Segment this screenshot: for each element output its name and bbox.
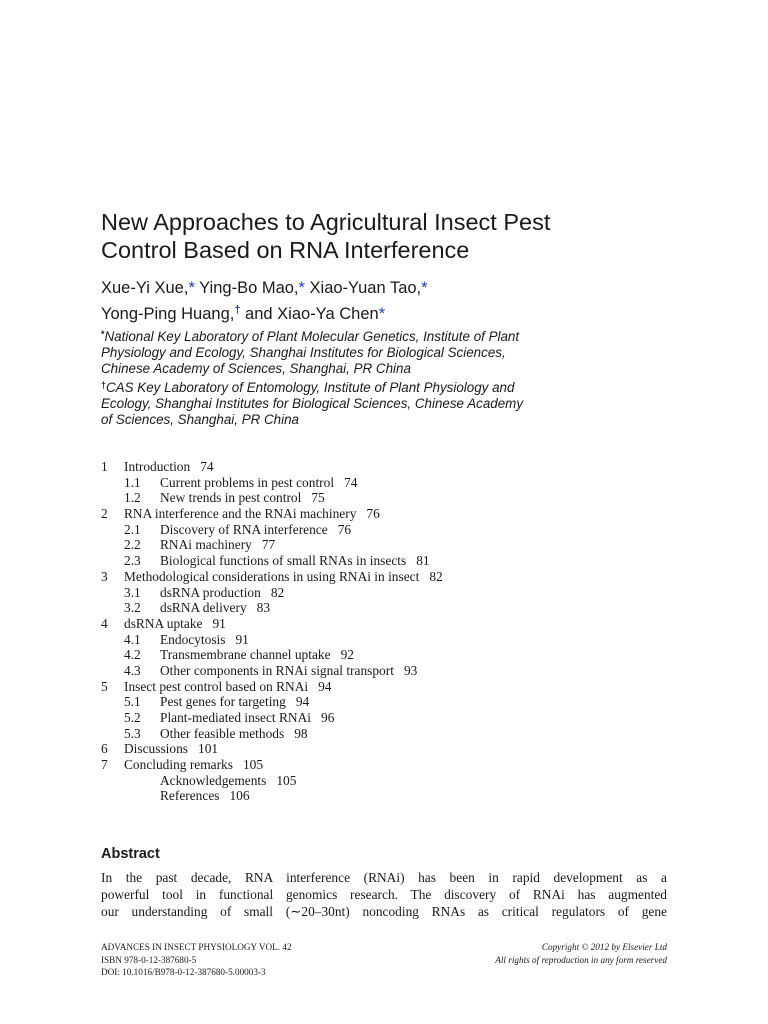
toc-entry[interactable] — [101, 522, 667, 538]
toc-entry-title — [160, 773, 296, 789]
toc-entry-title — [160, 585, 284, 601]
toc-entry-page: 92 — [340, 647, 354, 663]
toc-entry[interactable] — [101, 788, 667, 804]
toc-entry-label: Pest genes for targeting — [160, 694, 286, 710]
toc-entry-number: 2.2 — [124, 537, 141, 553]
toc-entry-title — [124, 569, 443, 585]
toc-entry[interactable] — [101, 475, 667, 491]
toc-entry-number: 3.2 — [124, 600, 141, 616]
authors-line-1 — [101, 277, 667, 299]
toc-entry-title — [124, 741, 218, 757]
toc-entry-page: 94 — [295, 694, 310, 710]
toc-entry-number: 2.1 — [124, 521, 141, 537]
footer-left — [101, 941, 292, 979]
footer-right — [495, 941, 667, 966]
author-tao: Xiao-Yuan Tao, — [304, 279, 422, 297]
affiliations — [101, 326, 667, 428]
toc-entry-page: 105 — [276, 772, 297, 788]
toc-entry-label: Current problems in pest control — [160, 474, 335, 490]
toc-entry-label: dsRNA uptake — [124, 615, 203, 631]
toc-entry-page: 74 — [200, 459, 214, 474]
toc-entry-label: Concluding remarks — [124, 757, 233, 773]
toc-entry-title — [124, 506, 380, 522]
copyright: Copyright © 2012 by Elsevier Ltd — [541, 942, 667, 952]
toc-entry-number: 2.3 — [124, 553, 141, 569]
star-mark[interactable]: * — [421, 279, 428, 297]
toc-entry[interactable] — [101, 679, 667, 695]
toc-entry-number: 3 — [101, 568, 108, 584]
toc-entry-label: Insect pest control based on RNAi — [124, 678, 309, 694]
affiliation-2-line: †CAS Key Laboratory of Entomology, Institute of Plant Physiology and — [101, 380, 515, 395]
author-xue: Xue-Yi Xue, — [101, 279, 189, 297]
toc-entry-label: RNA interference and the RNAi machinery — [124, 506, 357, 522]
toc-entry[interactable] — [101, 569, 667, 585]
toc-entry[interactable] — [101, 616, 667, 632]
title-line-2: Control Based on RNA Interference — [101, 237, 470, 263]
toc-entry-page: 76 — [337, 521, 352, 537]
star-mark: * — [101, 329, 105, 339]
toc-entry-title — [160, 522, 351, 538]
toc-entry-number: 5.3 — [124, 725, 141, 741]
dagger-mark: † — [101, 380, 107, 390]
toc-entry-title — [160, 694, 309, 710]
toc-entry-title — [124, 616, 226, 632]
toc-entry-number: 7 — [101, 757, 108, 773]
affiliation-1-line: Chinese Academy of Sciences, Shanghai, PR China — [101, 361, 411, 376]
toc-entry-number: 1.1 — [124, 474, 141, 490]
toc-entry-title — [160, 490, 325, 506]
toc-entry[interactable] — [101, 710, 667, 726]
toc-entry[interactable] — [101, 490, 667, 506]
toc-entry-title — [160, 537, 275, 553]
toc-entry[interactable] — [101, 726, 667, 742]
journal-info: ADVANCES IN INSECT PHYSIOLOGY VOL. 42 — [101, 942, 292, 952]
toc-entry-page: 74 — [344, 474, 358, 490]
toc-entry[interactable] — [101, 537, 667, 553]
toc-entry-label: Biological functions of small RNAs in insects — [160, 553, 407, 569]
toc-entry[interactable] — [101, 773, 667, 789]
doi[interactable]: DOI: 10.1016/B978-0-12-387680-5.00003-3 — [101, 967, 266, 977]
rights-notice: All rights of reproduction in any form reserved — [495, 954, 667, 965]
author-mao: Ying-Bo Mao, — [194, 279, 299, 297]
toc-entry-page: 98 — [294, 725, 308, 741]
toc-entry-label: Other components in RNAi signal transport — [160, 662, 394, 678]
toc-entry-page: 106 — [229, 788, 250, 804]
toc-entry-label: dsRNA production — [160, 584, 261, 600]
toc-entry-label: Methodological considerations in using RNAi in insect — [124, 568, 420, 584]
toc-entry-page: 76 — [366, 506, 380, 522]
toc-entry-number: 3.1 — [124, 584, 141, 600]
authors-line-2 — [101, 299, 667, 325]
abstract-line: powerful tool in functional genomics research. The discovery of RNAi has augmented — [101, 887, 667, 902]
paper-title — [101, 208, 667, 264]
toc-entry-title — [160, 632, 249, 648]
toc-entry-label: dsRNA delivery — [160, 600, 247, 616]
toc-entry[interactable] — [101, 741, 667, 757]
abstract-line: In the past decade, RNA interference (RNAi) has been in rapid development as a — [101, 870, 667, 885]
toc-entry[interactable] — [101, 506, 667, 522]
author-list — [101, 277, 667, 325]
toc-entry[interactable] — [101, 585, 667, 601]
toc-entry-label: Other feasible methods — [160, 725, 285, 741]
toc-entry-page: 81 — [416, 553, 430, 569]
toc-entry-label: Endocytosis — [160, 631, 226, 647]
toc-entry-page: 105 — [242, 757, 264, 773]
toc-entry-label: RNAi machinery — [160, 537, 252, 553]
isbn: ISBN 978-0-12-387680-5 — [101, 954, 197, 965]
toc-entry-number: 6 — [101, 741, 108, 757]
toc-entry[interactable] — [101, 553, 667, 569]
toc-entry-title — [160, 600, 270, 616]
toc-entry-title — [124, 679, 331, 695]
toc-entry-label: Introduction — [124, 459, 191, 474]
toc-entry-number: 2 — [101, 506, 108, 522]
toc-entry-number: 4 — [101, 615, 108, 631]
toc-entry-number: 4.2 — [124, 647, 141, 663]
toc-entry-number: 4.3 — [124, 662, 141, 678]
toc-entry-number: 1 — [101, 459, 108, 474]
toc-entry-page: 91 — [212, 615, 226, 631]
star-mark[interactable]: * — [188, 279, 195, 297]
toc-entry[interactable] — [101, 663, 667, 679]
toc-entry-page: 96 — [321, 710, 335, 725]
affiliation-2-line: of Sciences, Shanghai, PR China — [101, 412, 300, 427]
author-chen: and Xiao-Ya Chen — [240, 305, 379, 323]
affiliation-1-line: Physiology and Ecology, Shanghai Institutes for Biological Sciences, — [101, 345, 506, 360]
toc-entry-page: 83 — [256, 600, 271, 616]
toc-entry-title — [160, 710, 334, 726]
affiliation-1-line: *National Key Laboratory of Plant Molecular Genetics, Institute of Plant — [101, 329, 520, 344]
toc-entry-page: 75 — [311, 490, 325, 506]
toc-entry-number: 1.2 — [124, 490, 141, 506]
toc-entry[interactable] — [101, 600, 667, 616]
toc-entry-page: 82 — [270, 584, 285, 600]
toc-entry-page: 94 — [318, 678, 332, 694]
toc-entry-label: Acknowledgements — [160, 772, 267, 788]
toc-entry[interactable] — [101, 459, 667, 475]
star-mark[interactable]: * — [378, 305, 386, 323]
toc-entry-page: 82 — [429, 568, 443, 584]
toc-entry[interactable] — [101, 694, 667, 710]
toc-entry-title — [124, 459, 214, 475]
toc-entry-number: 5.2 — [124, 710, 141, 725]
toc-entry-title — [160, 647, 354, 663]
toc-entry-page: 91 — [235, 631, 249, 647]
toc-entry-title — [160, 663, 417, 679]
toc-entry-title — [124, 757, 263, 773]
author-huang: Yong-Ping Huang, — [101, 305, 235, 323]
toc-entry-page: 77 — [261, 537, 276, 553]
toc-entry-label: Discovery of RNA interference — [160, 521, 328, 537]
toc-entry-label: Discussions — [124, 741, 188, 757]
toc-entry-number: 5.1 — [124, 694, 141, 710]
toc-entry-title — [160, 788, 250, 804]
toc-entry-number: 5 — [101, 678, 108, 694]
toc-entry-number: 4.1 — [124, 631, 141, 647]
toc-entry-title — [160, 475, 357, 491]
toc-entry-label: Transmembrane channel uptake — [160, 647, 331, 663]
toc-entry[interactable] — [101, 757, 667, 773]
toc-entry-label: References — [160, 788, 220, 804]
abstract-heading: Abstract — [101, 846, 160, 862]
affiliation-2-line: Ecology, Shanghai Institutes for Biological Sciences, Chinese Academy — [101, 396, 524, 411]
abstract-line: our understanding of small (∼20–30nt) noncoding RNAs as critical regulators of gene — [101, 904, 667, 919]
toc-entry[interactable] — [101, 647, 667, 663]
toc-entry-title — [160, 553, 430, 569]
toc-entry-page: 101 — [198, 741, 219, 757]
toc-entry-label: New trends in pest control — [160, 490, 302, 506]
toc-entry-title — [160, 726, 308, 742]
toc-entry-page: 93 — [403, 662, 418, 678]
title-line-1: New Approaches to Agricultural Insect Pest — [101, 209, 551, 235]
star-mark[interactable]: * — [298, 279, 305, 297]
dagger-mark[interactable]: † — [234, 304, 241, 316]
toc-entry[interactable] — [101, 632, 667, 648]
table-of-contents — [101, 459, 667, 804]
abstract-text — [101, 869, 667, 920]
toc-entry-label: Plant-mediated insect RNAi — [160, 710, 311, 725]
